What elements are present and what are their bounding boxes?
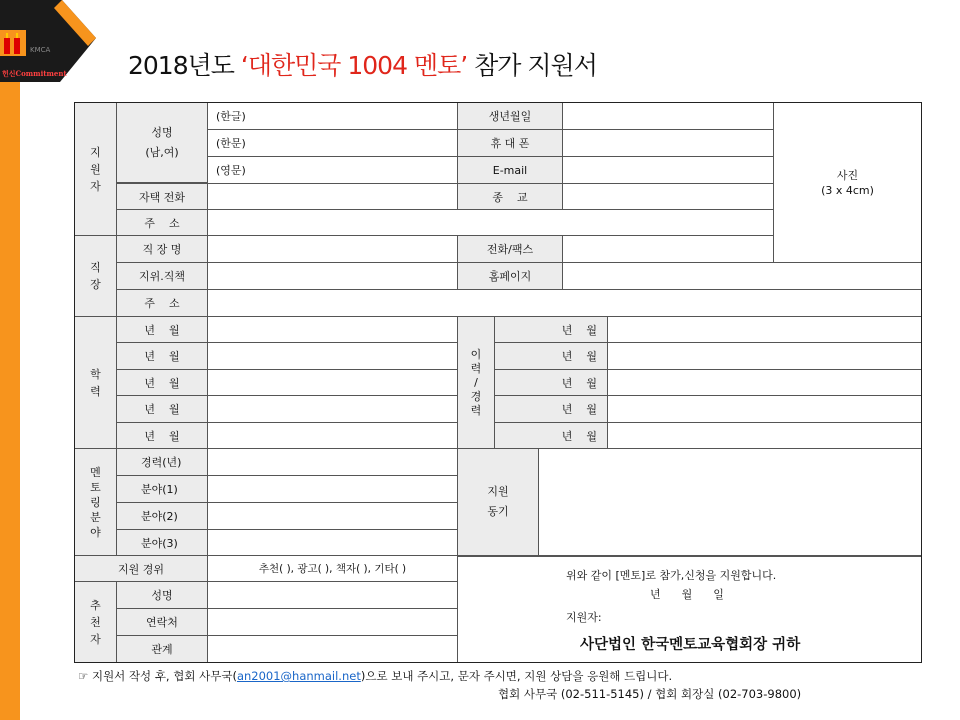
education-date-label: 년 월 [116, 316, 208, 343]
section-char: 분 [90, 510, 101, 524]
home-address-label: 주 소 [116, 209, 208, 236]
birth-label: 생년월일 [457, 102, 563, 130]
motive-label-line: 동기 [487, 505, 509, 518]
mobile-field[interactable] [562, 129, 774, 157]
section-char: 력 [90, 384, 101, 398]
name-label: 성명 [151, 125, 173, 139]
applicant-signature-label: 지원자: [566, 611, 602, 624]
recommender-name-field[interactable] [207, 581, 458, 609]
education-field[interactable] [207, 422, 458, 449]
phone-fax-label: 전화/팩스 [457, 235, 563, 263]
home-phone-field[interactable] [207, 183, 458, 210]
logo-text: 헌신Commitment [2, 69, 67, 78]
name-hanja-label: (한문) [216, 137, 246, 150]
section-career [457, 316, 495, 449]
application-date: 년 월 일 [650, 588, 724, 601]
phone-fax-field[interactable] [562, 235, 774, 263]
mentoring-field3-label: 분야(3) [116, 529, 208, 556]
email-field[interactable] [562, 156, 774, 184]
position-field[interactable] [207, 262, 458, 290]
mentoring-field2-label: 분야(2) [116, 502, 208, 530]
name-english-label: (영문) [216, 164, 246, 177]
religion-field[interactable] [562, 183, 774, 210]
name-hanja-field[interactable] [207, 129, 458, 157]
work-address-label: 주 소 [116, 289, 208, 317]
photo-box[interactable] [773, 102, 922, 263]
section-char: 멘 [90, 465, 101, 479]
section-workplace [74, 235, 117, 317]
recommender-contact-label: 연락처 [116, 608, 208, 636]
section-applicant [74, 102, 117, 236]
footer-note-pre: ☞ 지원서 작성 후, 협회 사무국( [78, 669, 237, 683]
section-char: 이 [470, 347, 482, 361]
career-date-label: 년 월 [494, 422, 608, 449]
section-char: 직 [90, 261, 101, 274]
footer-note [78, 668, 672, 684]
side-accent-bar [0, 0, 20, 720]
section-mentoring [74, 448, 117, 556]
section-recommender [74, 581, 117, 663]
motive-label-line: 지원 [487, 485, 509, 498]
section-char: 경 [470, 389, 482, 403]
section-char: 자 [90, 632, 101, 646]
logo [0, 0, 110, 82]
section-char: 력 [470, 403, 482, 417]
name-korean-label: (한글) [216, 110, 246, 123]
work-address-field[interactable] [207, 289, 922, 317]
footer-contacts: 협회 사무국 (02-511-5145) / 협회 회장실 (02-703-9800) [498, 687, 802, 701]
recommender-name-label: 성명 [116, 581, 208, 609]
birth-field[interactable] [562, 102, 774, 130]
homepage-field[interactable] [562, 262, 922, 290]
name-label-cell [116, 102, 208, 183]
home-address-field[interactable] [207, 209, 774, 236]
photo-label: 사진 [836, 168, 859, 182]
career-field[interactable] [607, 342, 922, 370]
workplace-name-field[interactable] [207, 235, 458, 263]
education-field[interactable] [207, 342, 458, 370]
application-statement: 위와 같이 [멘토]로 참가,신청을 지원합니다. [566, 569, 777, 582]
recommender-contact-field[interactable] [207, 608, 458, 636]
workplace-name-label: 직 장 명 [116, 235, 208, 263]
footer-note-post: )으로 보내 주시고, 문자 주시면, 지원 상담을 응원해 드립니다. [360, 669, 673, 683]
mentoring-experience-label: 경력(년) [116, 448, 208, 476]
name-sub-label: (남,여) [145, 145, 179, 159]
recommender-relation-label: 관계 [116, 635, 208, 663]
career-date-label: 년 월 [494, 342, 608, 370]
title-highlight: 대한민국 1004 멘토 [247, 51, 461, 80]
section-char: 력 [470, 361, 482, 375]
svg-text:KMCA: KMCA [30, 46, 51, 54]
section-char: 추 [90, 598, 101, 612]
education-field[interactable] [207, 316, 458, 343]
mentoring-field1-label: 분야(1) [116, 475, 208, 503]
photo-size-label: (3 x 4cm) [821, 183, 874, 197]
mentoring-field3-field[interactable] [207, 529, 458, 556]
section-char: 원 [90, 162, 101, 176]
section-char: 장 [90, 278, 101, 291]
name-korean-field[interactable] [207, 102, 458, 130]
title-prefix: 2018년도 [128, 51, 241, 80]
motive-label [457, 448, 539, 556]
homepage-label: 홈페이지 [457, 262, 563, 290]
career-field[interactable] [607, 422, 922, 449]
education-date-label: 년 월 [116, 395, 208, 423]
section-char: 천 [90, 615, 101, 629]
title-quote-close: ’ [460, 51, 468, 80]
mobile-label: 휴 대 폰 [457, 129, 563, 157]
section-char: / [474, 375, 478, 389]
page-title [128, 46, 597, 82]
career-date-label: 년 월 [494, 316, 608, 343]
education-date-label: 년 월 [116, 342, 208, 370]
section-char: 학 [90, 367, 101, 381]
email-label: E-mail [457, 156, 563, 184]
section-char: 자 [90, 179, 101, 193]
education-field[interactable] [207, 369, 458, 396]
footer-email-link[interactable]: an2001@hanmail.net [236, 669, 361, 683]
career-field[interactable] [607, 316, 922, 343]
recipient-line: 사단법인 한국멘토교육협회장 귀하 [580, 637, 801, 653]
career-field[interactable] [607, 369, 922, 396]
education-field[interactable] [207, 395, 458, 423]
career-date-label: 년 월 [494, 395, 608, 423]
education-date-label: 년 월 [116, 369, 208, 396]
route-options[interactable]: 추천( ), 광고( ), 책자( ), 기타( ) [207, 555, 458, 582]
title-suffix: 참가 지원서 [467, 51, 597, 80]
section-char: 야 [90, 525, 101, 539]
career-field[interactable] [607, 395, 922, 423]
position-label: 지위.직책 [116, 262, 208, 290]
application-statement-box [457, 556, 922, 663]
home-phone-label: 자택 전화 [116, 183, 208, 210]
education-date-label: 년 월 [116, 422, 208, 449]
name-english-field[interactable] [207, 156, 458, 184]
recommender-relation-field[interactable] [207, 635, 458, 663]
section-char: 토 [90, 480, 101, 494]
motive-field[interactable] [538, 448, 922, 556]
mentoring-experience-field[interactable] [207, 448, 458, 476]
section-education [74, 316, 117, 449]
career-date-label: 년 월 [494, 369, 608, 396]
title-quote-open: ‘ [240, 51, 248, 80]
mentoring-field2-field[interactable] [207, 502, 458, 530]
religion-label: 종 교 [457, 183, 563, 210]
mentoring-field1-field[interactable] [207, 475, 458, 503]
section-char: 지 [90, 145, 101, 159]
route-label: 지원 경위 [74, 555, 208, 582]
section-char: 링 [90, 495, 101, 509]
